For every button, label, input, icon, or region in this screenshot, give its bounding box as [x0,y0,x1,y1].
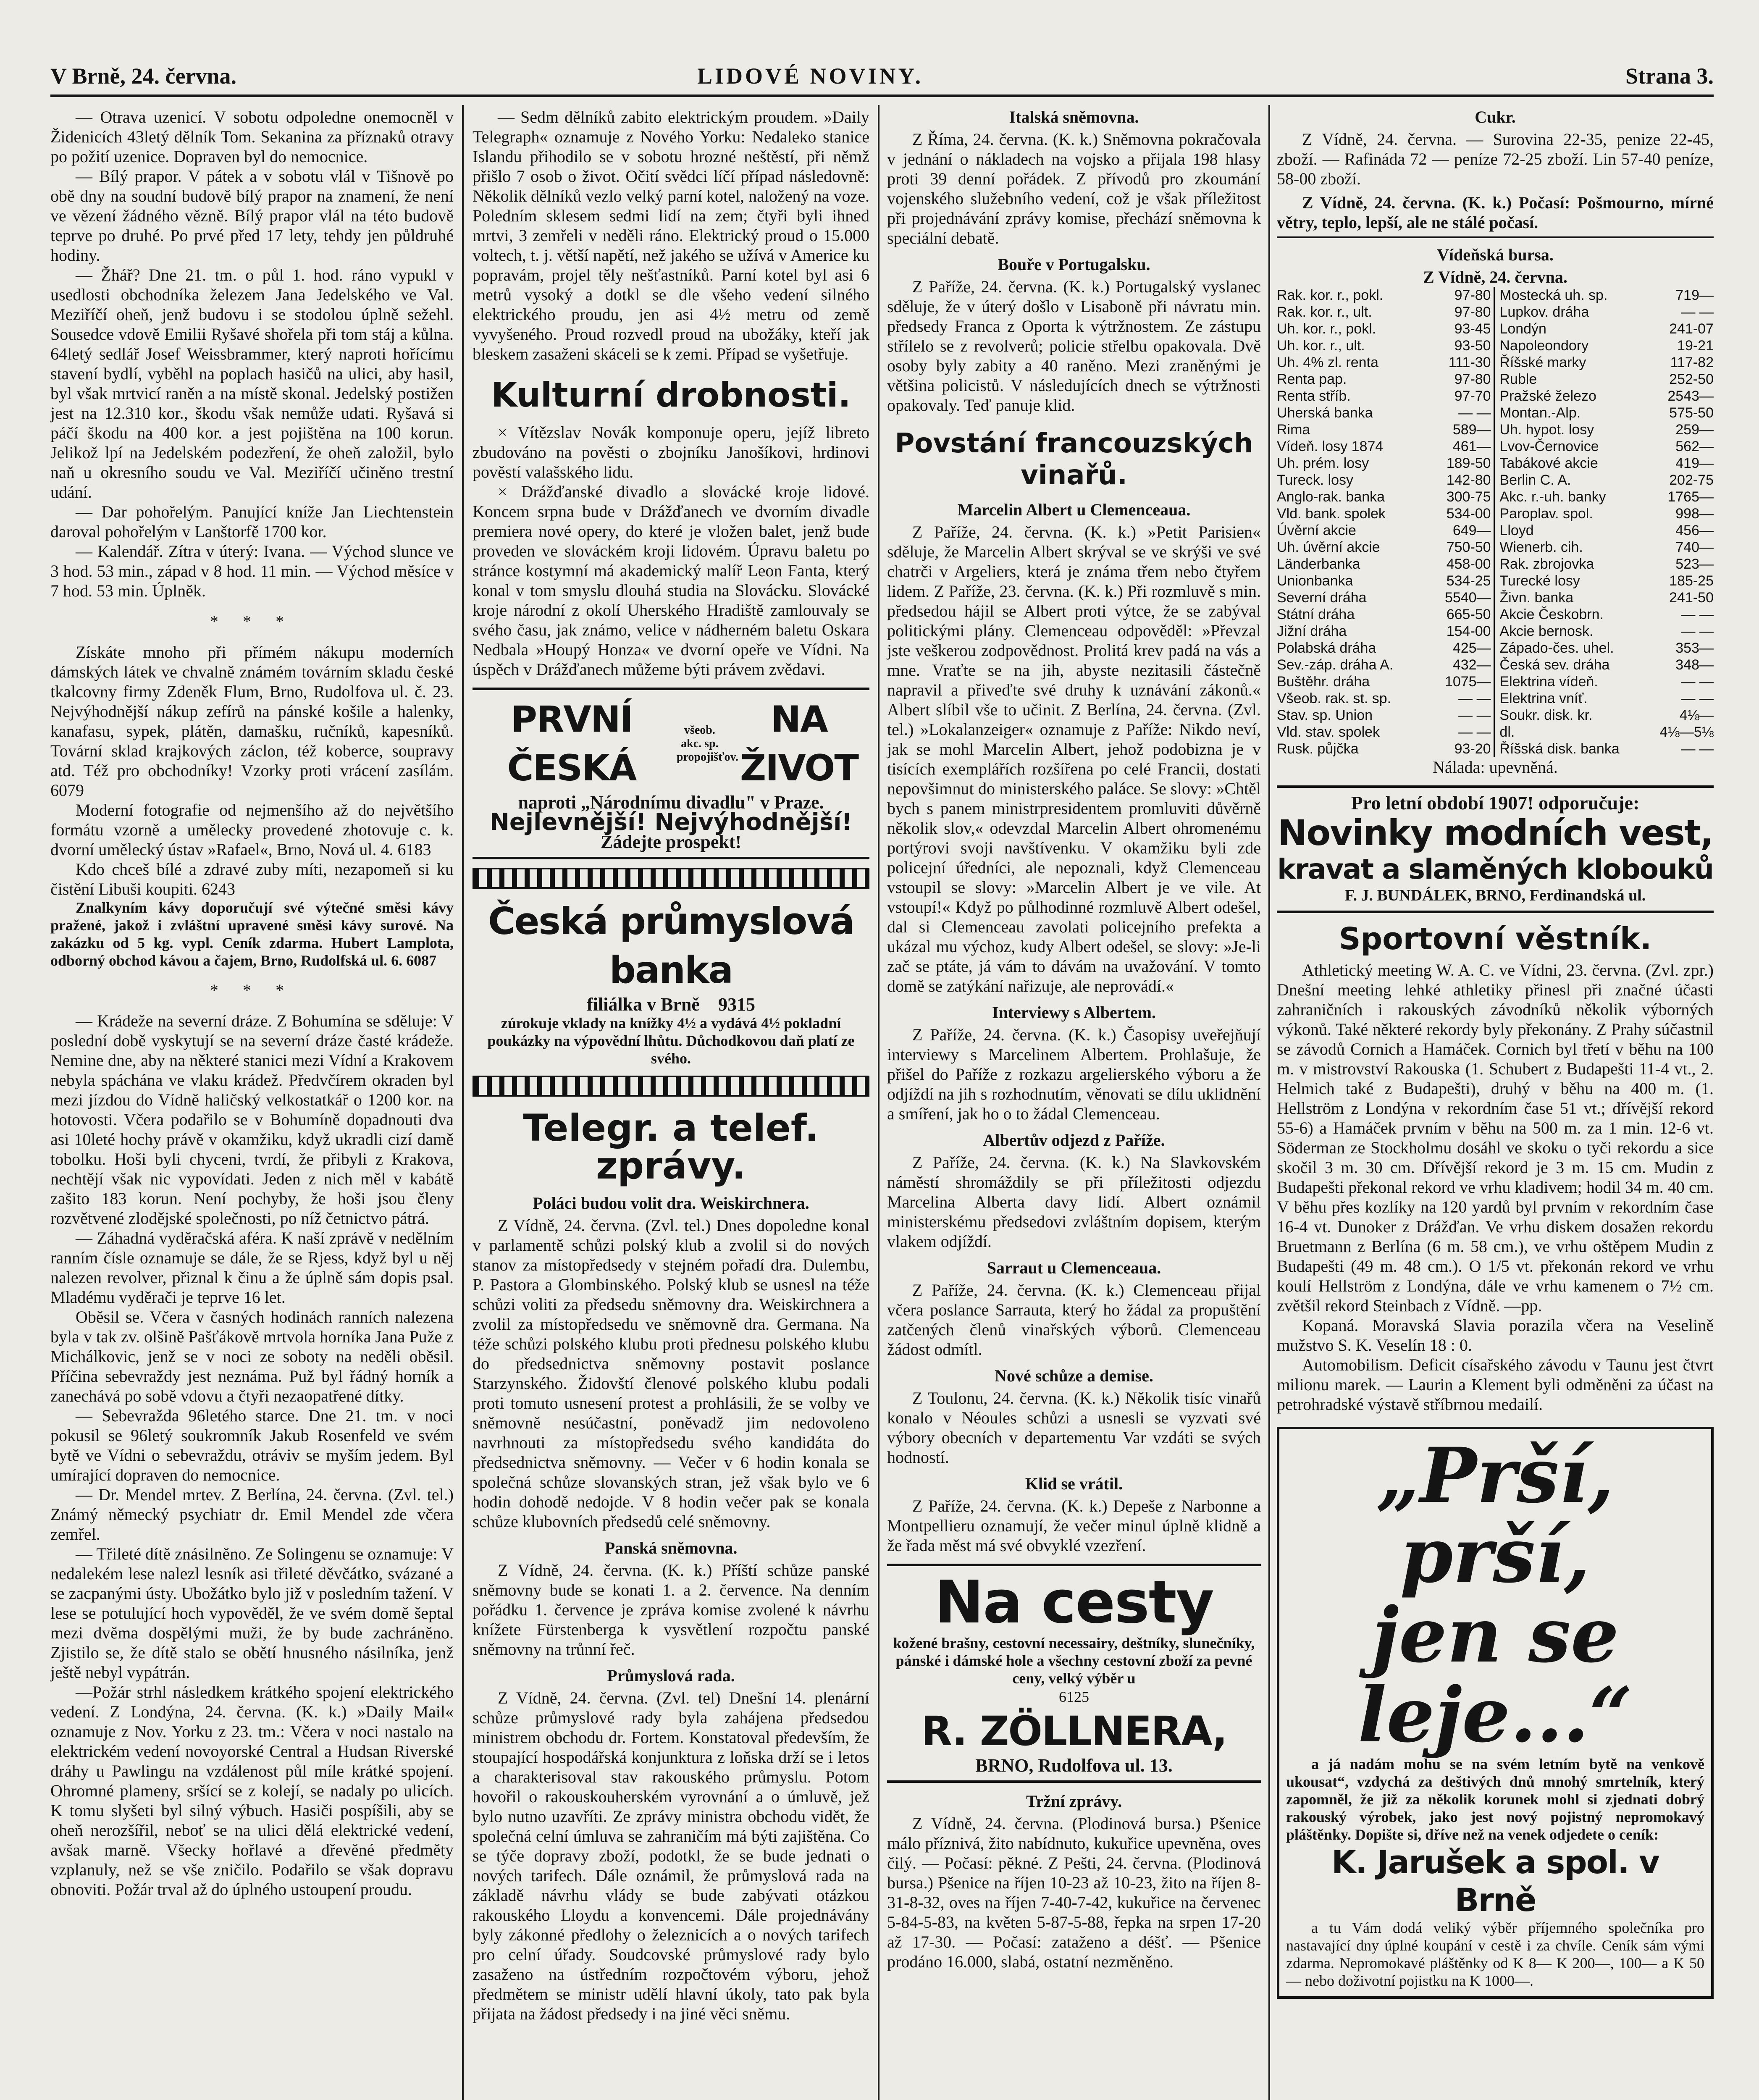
stock-name: Renta pap. [1277,371,1347,387]
raincoat-ad [1277,1427,1714,1999]
stock-value: 4⅛—5⅛ [1659,724,1714,740]
header-page-number: Strana 3. [1625,63,1714,89]
stock-name: Západo-čes. uhel. [1499,640,1614,656]
stock-row [1277,724,1714,740]
header-date: V Brně, 24. června. [50,63,236,89]
classified-ad: Kdo chceš bílé a zdravé zuby míti, nezapomeň si ku čistění Libuši koupiti. 6243 [50,860,454,898]
stock-row [1277,304,1714,320]
stock-value: — — [1458,707,1491,723]
stock-value: 5540— [1444,590,1491,606]
news-text: Z Paříže, 24. června. (K. k.) Depeše z Narbonne a Montpellieru oznamují, že večer minul úplně klidně a že řada měst má své obvyklé vzezření. [887,1496,1261,1555]
stock-value: 1765— [1667,489,1714,505]
stock-name: Akcie bernosk. [1499,623,1594,639]
decorative-border [473,1076,869,1097]
stock-value: — — [1681,690,1714,706]
stock-row [1277,354,1714,371]
fashion-ad-title: Novinky modních vest, [1278,812,1713,853]
stock-value: 252-50 [1669,371,1714,387]
travel-ad-title: Na cesty [935,1568,1213,1637]
stock-mood: Nálada: upevněná. [1433,758,1558,777]
stock-name: Říšské marky [1499,354,1586,370]
travel-ad-items: kožené brašny, cestovní necessairy, deštníky, slunečníky, pánské i dámské hole a všechny cestovní zboží za pevné ceny, velký výběr u [893,1635,1255,1687]
stock-name: Tureck. losy [1277,472,1354,488]
stock-value: 4⅛— [1679,707,1714,723]
stock-row [1277,404,1714,421]
news-heading: Italská sněmovna. [1009,108,1139,126]
stock-value: 425— [1452,640,1491,656]
stock-row [1277,371,1714,388]
column-rule [878,105,880,2100]
stock-row [1277,337,1714,354]
stock-name: Vld. stav. spolek [1277,724,1380,740]
stock-name: Unionbanka [1277,573,1353,589]
stock-value: 241-07 [1669,321,1714,337]
stock-name: Montan.-Alp. [1499,405,1581,421]
news-item: — Sedm dělníků zabito elektrickým proudem. »Daily Telegraph« oznamuje z Nového Yorku: Nedaleko stanice Islandu přihodilo se v sobotu hrozné neštěstí, při němž přišlo 7 osob o život. Očití svědci líčí případ následovně: Několik dělníků vezlo velký parní kotel, naložený na voze. Poledním sklesem sedmi lidí na zem; čtyři byli ihned mrtvi, 3 zemřeli v neděli ráno. Elektrický proud o 15.000 voltech, t. j. větší napětí, než jakého se užívá v Americe ku popravám, projel těly nešťastníků. Parní kotel byl asi 6 metrů vysoký a dotkl se dle všeho vedení silného elektrického proudu, jen asi 4½ metru od země vyvyšeného. Proud rozvedl proud na ubožáky, kteří jak bleskem zasaženi skáceli se k zemi. Případ se vyšetřuje. [473,108,869,363]
stock-value: 998— [1675,506,1714,522]
stock-exchange-date: Z Vídně, 24. června. [1423,268,1567,286]
stock-name: Turecké losy [1499,573,1580,589]
culture-item: × Drážďanské divadlo a slovácké kroje lidové. Koncem srpna bude v Drážďanech ve dvorním divadle premiera nové opery, do které je vložen balet, jenž bude proveden ve slováckém kroji lidovém. Úpravu baletu po stránce kostymní má akademický malíř Leon Fanta, který konal v tom smyslu dlouhá studia na Slovácku. Slovácké kroje národní z okolí Uherského Hradiště zamlouvaly se svého času, jak známo, velice v nádherném baletu Oskara Nedbala »Houpý Honza« ve dvorní opeře ve Vídni. Na úspěch v Drážďanech můžeme býti právem zvědavi. [473,482,869,679]
section-separator: * * * [210,981,294,1000]
raincoat-ad-text: a já nadám mohu se na svém letním bytě na venkově ukousat“, vzdychá za deštivých dnů mnohý smrtelník, který zapomněl, že již za několik korunek mohl si zjednati dobrý rakouský výrobek, jako jest nový pojistný nepromokavý pláštěnky. Dopište si, dříve než na venek odjedete o ceník: [1286,1756,1704,1843]
stock-value: 456— [1675,522,1714,538]
stock-value: — — [1681,674,1714,690]
telegram-text: Z Vídně, 24. června. (Zvl. tel.) Dnes dopoledne konal v parlamentě schůzi polský klub a zvolil si do nových stanov za místopředsedy v stejném pořadí dra. Dulembu, P. Pastora a Glombinského. Polský klub se usnesl na téže schůzi voliti za předsedu sněmovny dra. Weiskirchnera a zvolil za místopředsedu ve sněmovně dra. Germana. Na téže schůzi polského klubu proti přednesu polského klubu do předsednictva sněmovny postavit poslance Starzynského. Židovští členové polského klubu podali proti tomuto usnesení protest a prohlásili, že se volby ve sněmovně nesúčastní, poněvadž jim nedovoleno navrhnouti za místopředsedu svého kandidáta do předsednictva sněmovny. — Večer v 6 hodin konala se společná schůze slovanských stran, jež však bylo ve 6 hodin dohodě nedojde. V 8 hodin večer pak se konala schůze klubovních předsedů celé sněmovny. [473,1216,869,1531]
fashion-ad [1277,785,1714,913]
stock-value: — — [1458,405,1491,421]
stock-name: Sev.-záp. dráha A. [1277,657,1394,673]
stock-value: 185-25 [1669,573,1714,589]
stock-value: 117-82 [1670,354,1714,370]
insurance-ad-title-b: NA ŽIVOT [740,698,858,789]
stock-row [1277,589,1714,606]
news-text: Z Paříže, 24. června. (K. k.) »Petit Parisien« sděluje, že Marcelin Albert skrýval se ve skrýši ve své chatrči v Argeliers, která je známa třem nebo čtyřem lidem. Z Paříže, 23. června. (K. k.) Při rozmluvě s min. předsedou hájil se Albert proti výtce, že se zabýval politickými plány. Clemenceau odpověděl: »Převzal jste veškerou zodpovědnost. Prolitá krev padá na vás a mne. Vraťte se na jih, abyste nezitasili částečně napravil a přiveďte své druhy k uznávání zákonů.« Albert slíbil vše to učinit. Z Berlína, 24. června. (Zvl. tel.) »Lokalanzeiger« oznamuje z Paříže: Nikdo neví, jak se mohl Marcelin Albert, jehož podobizna je v tisících exemplářích rozšířena po celé Francii, dostati nepovšimnut do ministerského paláce. Se slovy: »Chtěl bych s panem ministrpresidentem promluviti důvěrně několik slov,« odevzdal Marcelin Albert ohromenému portýrovi svoji navštívenku. V okamžiku byli zde policejní úředníci, ale nepoznali, když Clemenceau vstoupil se slovy: »Marcelin Albert je ve vile. At vstoupí!« Když po půlhodinné rozmluvě Albert odešel, dal si Clemenceau zavolati policejního prefekta a ukázal mu výchoz, kudy Albert odešel, se slovy: »Je-li zač se ptáte, já vám to dávám na uvažování. V tomto domě se zatýkání nařizuje, ale neprovádí.« [887,522,1261,995]
news-item: — Krádeže na severní dráze. Z Bohumína se sděluje: V poslední době vyskytují se na severní dráze časté krádeže. Nemine dne, aby na některé stanici mezi Vídní a Krakovem nebyla spáchána ve vlaku krádež. Předvčírem okraden byl mezi jízdou do Vídně haličský velkostatkář o 1200 kor. na hotovosti. Včera podařilo se v Bohumíně dopadnouti dva asi 10leté hochy právě v okamžiku, když ukradli cizí damě tobolku. Hoši byli chyceni, tvrdí, že přibyli z Krakova, nechtějí však nic vypovídati. Jeden z nich měl v kabátě zašito 183 korun. Není pochyby, že hoši jsou členy rozvětvené zlodějské společnosti, po níž četnictvo pátrá. [50,1011,454,1228]
stock-value: 189-50 [1446,455,1491,471]
stock-value: 665-50 [1446,606,1491,622]
stock-value: 19-21 [1677,338,1714,354]
travel-goods-ad [887,1564,1261,1783]
telegram-heading: Poláci budou volit dra. Weiskirchnera. [533,1194,809,1213]
bank-ad-text: zúrokuje vklady na knížky 4½ a vydává 4½ pokladní poukázky na výpovědní lhůtu. Důchodkovou daň platí ze svého. [487,1015,855,1067]
stock-name: Jižní dráha [1277,623,1347,639]
stock-value: 750-50 [1446,539,1491,555]
stock-name: Říšská disk. banka [1499,741,1620,757]
stock-name: Ruble [1499,371,1537,387]
stock-row [1277,522,1714,539]
telegram-text: Z Vídně, 24. června. (K. k.) Příští schůze panské sněmovny bude se konati 1. a 2. července. Na denním pořádku 1. července je zpráva komise zvolené k návrhu knížete Fürstenberga k vysvětlení rozpočtu panské sněmovny na trůnní řeč. [473,1561,869,1659]
stock-name: Severní dráha [1277,590,1367,606]
news-item: — Dr. Mendel mrtev. Z Berlína, 24. června. (Zvl. tel.) Známý německý psychiatr dr. Emil Mendel zde včera zemřel. [50,1485,454,1544]
page-header [50,63,1714,92]
section-heading: Sportovní věstník. [1339,921,1652,956]
stock-value: — — [1458,690,1491,706]
stock-name: Všeob. rak. st. sp. [1277,690,1391,706]
stock-value: 154-00 [1446,623,1491,639]
stock-name: Rima [1277,422,1310,438]
stock-row [1277,472,1714,488]
weather-report: Z Vídně, 24. června. (K. k.) Počasí: Pošmourno, mírné větry, teplo, lepší, ale ne stálé počasí. [1277,193,1714,238]
stock-name: Lvov-Černovice [1499,438,1599,454]
stock-name: Uh. kor. r., ult. [1277,338,1365,354]
stock-row [1277,388,1714,404]
stock-name: Napoleondory [1499,338,1589,354]
news-heading: Nové schůze a demise. [995,1366,1153,1385]
stock-name: Uherská banka [1277,405,1373,421]
stock-value: 97-80 [1454,304,1491,320]
news-item: — Žhář? Dne 21. tm. o půl 1. hod. ráno vypukl v usedlosti obchodníka železem Jana Jedelského ve Val. Meziříčí oheň, jenž budovu i se stodolou úplně sežehl. Sousedce vdově Emilii Ryšavé shořela při tom stáj a kůlna. 64letý sedlář Josef Weissbrammer, který naproti hořícímu stavení bydlí, vyběhl na poplach hasičů na ulici, aby hasil, byl však mrtvicí raněn a na místě skonal. Jedelský postižen jest na 12.310 kor., škodu však nemůže udati. Ryšavá si páčí škodu na 400 kor. a jest pojištěna na 100 korun. Jelikož lpí na Jedelském podezření, že oheň založil, bylo naň u okresního soudu ve Val. Meziříčí učiněno trestní udání. [50,265,454,501]
stock-name: Živn. banka [1499,590,1574,606]
raincoat-ad-tail: a tu Vám dodá veliký výběr příjemného společníka pro nastavající dny úplné koupání v cestě i za chvíle. Ceník sám vými zdarma. Nepromokavé pláštěnky od K 8— K 200—, 100— a K 50— nebo doživotní pojistku na K 1000—. [1286,1919,1704,1989]
news-heading: Klid se vrátil. [1025,1474,1123,1493]
news-item: — Třileté dítě znásilněno. Ze Solingenu se oznamuje: V nedalekém lese nalezl lesník asi třileté děvčátko, svázané a se zacpanými ústy. Ubožátko bylo již v posledním tažení. V lese se potulující hoch vypověděl, že ve svém domě šeptal mezi dvěma dospělými muži, že by bude zachráněno. Zjistilo se, že dítě stalo se obětí hnusného násilníka, jenž ještě nebyl vypátrán. [50,1544,454,1682]
header-rule [50,94,1714,97]
stock-row [1277,690,1714,707]
stock-value: 241-50 [1669,590,1714,606]
news-item: —Požár strhl následkem krátkého spojení elektrického vedení. Z Londýna, 24. června. (K. k.) »Daily Mail« oznamuje z Nov. Yorku z 23. tm.: Včera v noci nastalo na elektrickém vedení novoyorské Central a Hudsan Riverské dráhy u Pawlingu na vzdálenost půl míle krátké spojení. Ohromné plameny, sršící se z kolejí, se nadaly po ulicích. K tomu slyšeti byl silný výbuch. Hasiči pospíšili, aby se oheň nerozšířil, neboť se na ulici dělá elektrické vedení, avšak marně. Všecky hořlavé a dřevěné předměty vzplanuly, než se vše zničilo. Podařilo se však dopravu obnoviti. Požár trval až do úplného ustoupení proudu. [50,1683,454,1899]
stock-row [1277,488,1714,505]
stock-value: 93-20 [1454,741,1491,757]
news-heading: Sarraut u Clemenceaua. [987,1258,1161,1277]
news-heading: Interviewy s Albertem. [992,1003,1156,1022]
news-text: Z Paříže, 24. června. (K. k.) Portugalský vyslanec sděluje, že v úterý došlo v Lisaboně při návratu min. předsedy Franca z Oporta k výtržnostem. Ze zástupu střílelo se z revolverů; policie střelbu opakovala. Dvě osoby byly zabity a 40 raněno. Mezi zraněnými je většina policistů. V následujících dnech se výtržnosti opakovaly. Teď panuje klid. [887,277,1261,415]
insurance-ad [473,688,869,859]
stock-row [1277,572,1714,589]
stock-name: Uh. úvěrní akcie [1277,539,1380,555]
stock-value: — — [1681,741,1714,757]
stock-row [1277,455,1714,472]
classified-ad: Získáte mnoho při přímém nákupu moderních dámských látek ve chvalně známém továrním skladu české tkalcovny firmy Zdeněk Flum, Brno, Rudolfova ul. č. 23. Nejvýhodnější nákup zefírů na pánské košile a halenky, kanafasu, sypek, plátěn, damašku, ručníků, kapesníků. Tovární sklad krajkových záclon, též koberce, soupravy atd. Též pro obchodníky! Vzorky proti vrácení zasílám. 6079 [50,643,454,800]
decorative-border [473,868,869,889]
column-rule [462,105,464,2100]
stock-name: Anglo-rak. banka [1277,489,1385,505]
news-item: — Dar pohořelým. Panující kníže Jan Liechtenstein daroval pohořelým v Lanštorfě 1700 kor. [50,502,454,541]
stock-value: 93-45 [1454,321,1491,337]
stock-value: 419— [1675,455,1714,471]
stock-value: 432— [1452,657,1491,673]
stock-name: Länderbanka [1277,556,1360,572]
stock-name: Uh. 4% zl. renta [1277,354,1378,370]
raincoat-ad-firm: K. Jarušek a spol. v Brně [1331,1843,1659,1919]
stock-name: Rak. kor. r., pokl. [1277,287,1384,303]
stock-value: 562— [1675,438,1714,454]
sport-item: Kopaná. Moravská Slavia porazila včera na Veselině mužstvo S. K. Veselín 18 : 0. [1277,1316,1714,1354]
stock-name: Rak. zbrojovka [1499,556,1594,572]
sugar-text: Z Vídně, 24. června. — Surovina 22-35, penize 22-45, zboží. — Rafináda 72 — peníze 72-25 zboží. Lin 57-40 peníze, 58-00 zboží. [1277,130,1714,188]
news-heading: Albertův odjezd z Paříže. [983,1131,1165,1150]
stock-value: 740— [1675,539,1714,555]
insurance-ad-prospect: Žádejte prospekt! [600,832,742,852]
stock-name: Rak. kor. r., ult. [1277,304,1372,320]
stock-value: 719— [1675,287,1714,303]
insurance-ad-title-a: PRVNÍ ČESKÁ [507,698,636,789]
stock-row [1277,606,1714,623]
stock-value: 649— [1452,522,1491,538]
stock-name: Soukr. disk. kr. [1499,707,1593,723]
stock-value: — — [1681,623,1714,639]
classified-ad: Znalkyním kávy doporučují své výtečné směsi kávy pražené, jakož i zvláštní upravené směsi kávy surové. Na zakázku od 5 kg. vypl. Ceník zdarma. Hubert Lamplota, odborný obchod kávou a čajem, Brno, Rudolfská ul. 6. 6087 [50,899,454,969]
telegram-heading: Panská sněmovna. [604,1538,738,1557]
stock-name: Uh. kor. r., pokl. [1277,321,1376,337]
stock-table [1277,287,1714,757]
news-item: — Bílý prapor. V pátek a v sobotu vlál v Tišnově po obě dny na soudní budově bílý prapor na znamení, že není ve vězení žádného vězně. Bílý prapor vlál na této budově teprve po druhé. Po prvé před 17 lety, tehdy jen půldruhé hodiny. [50,167,454,265]
stock-row [1277,556,1714,572]
bank-ad-branch: filiálka v Brně 9315 [587,994,755,1015]
telegram-heading: Průmyslová rada. [607,1666,735,1685]
section-heading: Telegr. a telef. zprávy. [523,1106,819,1187]
stock-value: 461— [1452,438,1491,454]
stock-value: 534-00 [1446,506,1491,522]
travel-ad-number: 6125 [1059,1688,1089,1705]
stock-name: Stav. sp. Union [1277,707,1373,723]
stock-row [1277,438,1714,455]
fashion-ad-subtitle: kravat a slaměných klobouků [1277,853,1713,885]
stock-value: 534-25 [1446,573,1491,589]
stock-row [1277,320,1714,337]
stock-value: 300-75 [1446,489,1491,505]
news-item: Oběsil se. Včera v časných hodinách ranních nalezena byla v tak zv. olšině Pašťákově mrtvola horníka Jana Puže z Michálkovic, jenž se v noci ze soboty na neděli oběsil. Příčina sebevraždy jest neznáma. Puž byl řádný horník a zanechává po sobě vdovu a čtyři nezaopatřené dítky. [50,1307,454,1405]
stock-name: Londýn [1499,321,1546,337]
market-heading: Tržní zprávy. [1026,1792,1122,1811]
column-2 [473,107,869,2024]
stock-value: 97-80 [1454,371,1491,387]
stock-name: Elektrina vníť. [1499,690,1588,706]
stock-name: Elektrina vídeň. [1499,674,1598,690]
stock-value: — — [1681,304,1714,320]
column-rule [1268,105,1270,2100]
stock-value: 1075— [1444,674,1491,690]
stock-row [1277,673,1714,690]
stock-name: Úvěrní akcie [1277,522,1356,538]
stock-value: 348— [1675,657,1714,673]
stock-value: 2543— [1667,388,1714,404]
stock-value: 458-00 [1446,556,1491,572]
stock-row [1277,740,1714,757]
stock-name: Akcie Českobrn. [1499,606,1604,622]
stock-value: 97-70 [1454,388,1491,404]
news-item: — Kalendář. Zítra v úterý: Ivana. — Východ slunce ve 3 hod. 53 min., západ v 8 hod. 11 min. — Východ měsíce v 7 hod. 53 min. Úplněk. [50,542,454,600]
section-heading: Kulturní drobnosti. [491,375,851,415]
stock-name: Buštěhr. dráha [1277,674,1370,690]
stock-value: 111-30 [1448,354,1491,370]
stock-value: 353— [1675,640,1714,656]
culture-item: × Vítězslav Novák komponuje operu, jejíž libreto zbudováno na pověsti o zbojníku Janošíkovi, hrdinovi pověstí valašského lidu. [473,423,869,481]
stock-value: 142-80 [1446,472,1491,488]
column-4 [1277,107,1714,1999]
fashion-ad-firm: F. J. BUNDÁLEK, BRNO, Ferdinandská ul. [1344,887,1646,904]
stock-value: — — [1681,606,1714,622]
insurance-ad-slogan: Nejlevnější! Nejvýhodnější! [490,808,852,836]
section-heading: Povstání francouzských vinařů. [895,428,1253,491]
stock-row [1277,505,1714,522]
telegram-text: Z Vídně, 24. června. (Zvl. tel) Dnešní 14. plenární schůze průmyslové rady byla zahájena předsedou ministrem obchodu dr. Fortem. Konstatoval především, že stoupající hospodářská konjunktura z loňska drží se i letos a charakterisoval stav rakouského průmyslu. Potom hovořil o rakouskouherském vyrovnání a o úmluvě, jež bylo nutno uzavříti. Ze zprávy ministra obchodu vidět, že společná celní úmluva se zahraničím má býti zajištěna. Co se týče dopravy zboží, podotkl, že se bude jednati o nových tarifech. Dále oznámil, že průmyslová rada na základě návrhu vlády se bude zabývati otázkou rakouského Lloydu a konvencemi. Dále projednávány byly zákonné předlohy o železnicích a o nových tarifech pro celní úřady. Soudcovské průmyslové rady bylo zasaženo na ústředním rozpočtovém výboru, jehož předmětem se ministr udělí hlavní úkoly, tato pak byla přijata na žádost předsedy i na jiné věci sněmu. [473,1688,869,2023]
stock-name: Uh. prém. losy [1277,455,1369,471]
news-item: — Sebevražda 96letého starce. Dne 21. tm. v noci pokusil se 96letý soukromník Jakub Rosenfeld ve svém bytě ve Vídni o sebevraždu, otráviv se myším jedem. Byl umírající dopraven do nemocnice. [50,1406,454,1484]
stock-value: — — [1458,724,1491,740]
news-heading: Marcelin Albert u Clemenceaua. [957,500,1191,519]
stock-value: 97-80 [1454,287,1491,303]
news-text: Z Toulonu, 24. června. (K. k.) Několik tisíc vinařů konalo v Néoules schůzi a usnesli se vyzvati své výbory obecních v departementu Var vzdáti se svých hodností. [887,1389,1261,1467]
stock-name: Vld. bank. spolek [1277,506,1386,522]
classified-ad: Moderní fotografie od nejmenšího až do největšího formátu vzorně a umělecky provedené zhotovuje c. k. dvorní umělecký ústav »Rafael«, Brno, Nová ul. 4. 6183 [50,801,454,859]
stock-name: Státní dráha [1277,606,1355,622]
stock-name: Lloyd [1499,522,1534,538]
stock-row [1277,640,1714,656]
raincoat-ad-title-2: jen se leje...“ [1357,1591,1633,1759]
news-text: Z Říma, 24. června. (K. k.) Sněmovna pokračovala v jednání o nákladech na vojsko a přijala 198 hlasy proti 39 denní pořádek. Z přívodů pro zkoumání vojenského služebního vedení, což je však příležitost při projednávání zprávy komise, přechází sněmovna k speciální debatě. [887,130,1261,247]
stock-name: Akc. r.-uh. banky [1499,489,1606,505]
news-item: — Otrava uzenicí. V sobotu odpoledne onemocněl v Židenicích 43letý dělník Tom. Sekanina za příznaků otravy po požití uzenice. Dopraven byl do nemocnice. [50,108,454,166]
stock-value: 93-50 [1454,338,1491,354]
travel-ad-address: BRNO, Rudolfova ul. 13. [975,1755,1173,1776]
column-1 [50,107,454,1899]
stock-row [1277,539,1714,556]
stock-value: 523— [1675,556,1714,572]
column-3 [887,107,1261,1971]
stock-value: 575-50 [1669,405,1714,421]
bank-ad [473,892,869,1072]
stock-value: 589— [1452,422,1491,438]
stock-name: Česká sev. dráha [1499,657,1610,673]
news-text: Z Paříže, 24. června. (K. k.) Časopisy uveřejňují interviewy s Marcelinem Albertem. Prohlašuje, že přišel do Paříže z rozkazu argelierského výboru a že odjíždí na jih s rozhodnutím, věnovati se dílu uklidnění a smíření, jak ho o to žádal Clemenceau. [887,1025,1261,1123]
stock-row [1277,656,1714,673]
insurance-ad-address: naproti „Národnímu divadlu" v Praze. [518,792,824,813]
stock-row [1277,707,1714,724]
news-item: — Záhadná vyděračská aféra. K naší zprávě v nedělním ranním čísle oznamuje se dále, že se Rjess, když byl u něj nalezen revolver, přiznal k činu a že úplně sám dopis psal. Mladému vyděrači je teprve 16 let. [50,1228,454,1307]
stock-name: dl. [1499,724,1515,740]
sport-item: Athletický meeting W. A. C. ve Vídni, 23. června. (Zvl. zpr.) Dnešní meeting lehké athletiky přinesl při značné účasti zahraničních i rakouských závodníků několik výborných výkonů. Také některé rekordy byly překonány. Z Prahy súčastnil se závodů Cornich a Hamáček. Cornich byl třetí v běhu na 100 m. v mistrovství Rakouska (1. Schubert z Budapešti 11-4 vt., 2. Helmich také z Budapešti), druhý v běhu na 400 m. (1. Hellström z Londýna v rekordním čase 51 vt.; dřívější rekord 55-6) a Hamáček prvním v běhu na 500 m. za 1 min. 12-6 vt. Söderman ze Stockholmu dosáhl ve skoku o tyči rekordu a sice skočil 3 m. 30 cm. Dřívější rekord je 3 m. 15 cm. Mudin z Budapešti překonal rekord ve vrhu kladivem; hodil 34 m. 40 cm. V běhu přes kozlíky na 120 yardů byl prvním v rekordním čase 16-4 vt. Dunoker z Drážďan. Ve vrhu diskem dosažen rekordu Bruetmann z Berlína (6 m. 58 cm.), ve vrhu oštěpem Mudin z Budapešti (49 m. 48 cm.). O 1/5 vt. překonán rekord ve vrhu koulí Hellström z Londýna, dále ve vrhu kamenem o 7½ cm. zvětšil rekord Steinbach z Vídně. —pp. [1277,961,1714,1315]
header-masthead: LIDOVÉ NOVINY. [697,63,924,89]
stock-name: Lupkov. dráha [1499,304,1589,320]
stock-name: Paroplav. spol. [1499,506,1593,522]
stock-name: Polabská dráha [1277,640,1376,656]
sport-item: Automobilism. Deficit císařského závodu v Taunu jest čtvrt milionu marek. — Laurin a Klement byli odměněni za účast na petrohradské výstavě stříbrnou medailí. [1277,1355,1714,1414]
insurance-ad-type: všeob. akc. sp. propojišťov. [676,724,738,764]
stock-name: Wienerb. cih. [1499,539,1583,555]
stock-name: Rusk. půjčka [1277,741,1359,757]
news-text: Z Paříže, 24. června. (K. k.) Clemenceau přijal včera poslance Sarrauta, který ho žádal za propuštění zatčených členů vinařských výborů. Clemenceau žádost odmítl. [887,1281,1261,1359]
sugar-heading: Cukr. [1475,108,1516,126]
stock-name: Mostecká uh. sp. [1499,287,1608,303]
stock-value: 202-75 [1669,472,1714,488]
raincoat-ad-title: „Prší, prší, [1376,1431,1615,1600]
travel-ad-firm: R. ZÖLLNERA, [921,1708,1227,1755]
stock-name: Pražské železo [1499,388,1596,404]
news-text: Z Paříže, 24. června. (K. k.) Na Slavkovském náměstí shromáždily se při příležitosti odjezdu Marcelina Alberta davy lidí. Albert oznámil ministerskému předsedovi zvláštním dopisem, kterým vlakem odjíždí. [887,1153,1261,1251]
market-text: Z Vídně, 24. června. (Plodinová bursa.) Pšenice málo příznivá, žito nabídnuto, kukuřice upevněna, oves čilý. — Počasí: pěkné. Z Pešti, 24. června. (Plodinová bursa.) Pšenice na říjen 10-23 až 10-23, žito na říjen 8-31-8-32, oves na říjen 7-40-7-42, kukuřice na červenec 5-84-5-83, na květen 5-87-5-88, řepka na srpen 17-20 až 17-30. — Počasí: zataženo a déšť. — Pšenice prodáno 16.000, slabá, ostatní nezměněno. [887,1814,1261,1971]
stock-name: Tabákové akcie [1499,455,1598,471]
section-separator: * * * [210,612,294,631]
stock-name: Berlin C. A. [1499,472,1571,488]
stock-row [1277,421,1714,438]
bank-ad-title: Česká průmyslová banka [488,900,854,992]
stock-name: Renta stříb. [1277,388,1351,404]
stock-name: Uh. hypot. losy [1499,422,1594,438]
fashion-ad-line: Pro letní období 1907! odporučuje: [1351,792,1640,814]
stock-row [1277,623,1714,640]
stock-row [1277,287,1714,304]
stock-name: Vídeň. losy 1874 [1277,438,1384,454]
stock-value: 259— [1675,422,1714,438]
stock-exchange-heading: Vídeňská bursa. [1437,245,1554,264]
news-heading: Bouře v Portugalsku. [998,255,1150,274]
